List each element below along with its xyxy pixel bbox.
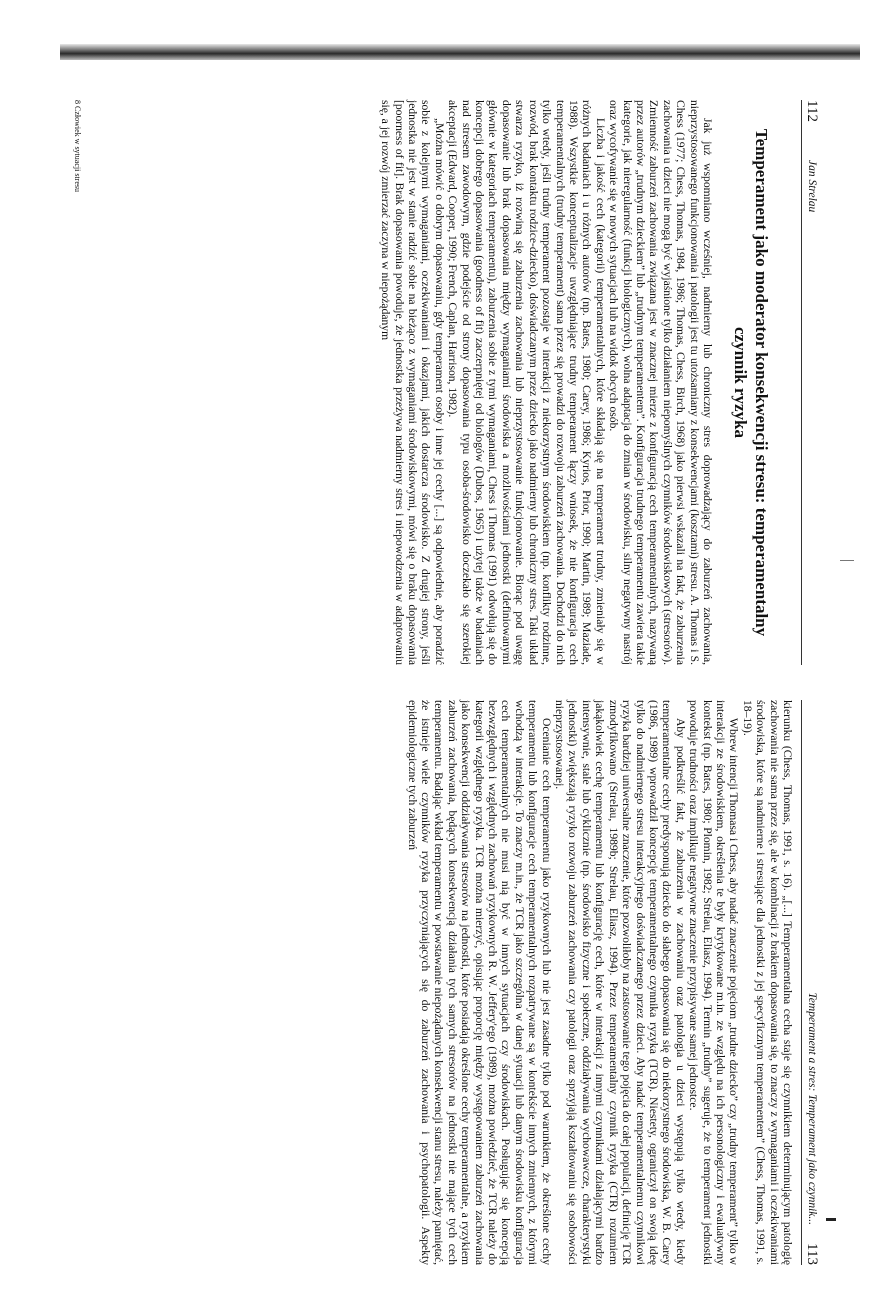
left-page — [60, 100, 840, 665]
page-footnote: 8 Człowiek w sytuacji stresu — [73, 100, 82, 192]
scan-edge-bar — [60, 44, 860, 60]
running-head — [801, 100, 820, 665]
page-number: 113 — [804, 1243, 820, 1265]
paragraph: Wbrew intencji Thomasa i Chess, aby nadać znaczenie pojęciom „trudne dziecko” czy „trudny temperament” tylko w interakcji ze środowiskiem, określenia te były krytykowane m.in. ze względu na ich personologiczny i ewaluatywny kontekst (np. Bates, 1980; Plomin, 1982; Strelau, Eliasz, 1994). Termin „trudny” sugeruje, że to temperament jednostki powoduje trudności oraz implikuje negatywne znaczenie przypisywane samej jednostce. — [687, 700, 741, 1265]
paragraph: Jak już wspomniano wcześniej, nadmierny lub chroniczny stres doprowadzający do zaburzeń zachowania, nieprzystosowanego funkcjonowania i patologii jest tu utożsamiany z konsekwencjami (kosztami) stresu. A. Thomas i S. Chess (1977; Chess, Thomas, 1984, 1986; Thomas, Chess, Birch, 1968) jako pierwsi wskazali na fakt, że zaburzenia zachowania u dzieci nie mogą być wyjaśnione tylko działaniem niepomyślnych czynników środowiskowych (stresorów). Zmienność zaburzeń zachowania związana jest w znacznej mierze z konfiguracją cech temperamentalnych, nazywaną przez autorów „trudnym dzieckiem” lub „trudnym temperamentem”. Konfiguracja trudnego temperamentu zawiera takie kategorie, jak nieregularność (funkcji biologicznych), wolna adaptacja do zmian w środowisku, silny negatywny nastrój oraz wycofywanie się w nowych sytuacjach lub na widok obcych osób. — [607, 100, 714, 665]
paragraph: kierunku (Chess, Thomas, 1991, s. 16). „[...] Temperamentalna cecha staje się czynnikiem determinującym patologię zachowania nie sama przez się, ale w kombinacji z brakiem dopasowania się, to znaczy z wymaganiami i oczekiwaniami środowiska, które są nadmierne i stresujące dla jednostki z jej specyficznym temperamentem” (Chess, Thomas, 1991, s. 18–19). — [740, 700, 794, 1265]
section-title: Temperament jako moderator konsekwencji stresu: temperamentalny czynnik ryzyka — [731, 128, 771, 637]
paragraph: Ocenianie cech temperamentu jako ryzykownych lub nie jest zasadne tylko pod warunkiem, że określone cechy temperamentu lub konfiguracje cech temperamentalnych rozpatrywane są w kontekście innych zmiennych, z którymi wchodzą w interakcje. To znaczy m.in., że TCR jako szczególna w danej sytuacji lub danym środowisku konfiguracja cech temperamentalnych nie musi nią być w innych sytuacjach czy środowiskach. Posługując się koncepcją bezwzględnych i względnych zachowań ryzykownych R. W. Jeffery'ego (1989), można powiedzieć, że TCR należy do kategorii względnego ryzyka. TCR można mierzyć, opisując proporcję między występowaniem zaburzeń zachowania jako konsekwencji oddziaływania stresorów na jednostki, które posiadają określone cechy temperamentalne, a ryzykiem zaburzeń zachowania, będących konsekwencją działania tych samych stresorów na jednostki nie mające tych cech temperamentu. Badając wkład temperamentu w powstawanie niepożądanych konsekwencji stanu stresu, należy pamiętać, że istnieje wiele czynników ryzyka przyczyniających się do zaburzeń zachowania i psychopatologii. Aspekty epidemiologiczne tych zaburzeń — [405, 700, 553, 1265]
running-head-chapter: Temperament a stres: Temperament jako czynnik... — [806, 992, 818, 1225]
paragraph: „Można mówić o dobrym dopasowaniu, gdy temperament osoby i inne jej cechy [...] są odpowiednie, aby poradzić sobie z kolejnymi wymaganiami, oczekiwaniami i okazjami, jakich dostarcza środowisko. Z drugiej strony, jeśli jednostka nie jest w stanie radzić sobie na bieżąco z wymaganiami środowiskowymi, mówi się o braku dopasowania [poorness of fit]. Brak dopasowania powoduje, że jednostka przeżywa nadmierny stres i niepowodzenia w adaptowaniu się, a jej rozwój zmierzać zaczyna w niepożądanym — [379, 100, 446, 665]
right-page — [60, 700, 840, 1265]
paragraph: Liczba i jakość cech (kategorii) temperamentalnych, które składają się na temperament trudny, zmieniały się w różnych badaniach i u różnych autorów (np. Bates, 1980; Carey, 1986; Kyrios, Prior, 1990; Martin, 1989; Maziade, 1988). Wszystkie konceptualizacje uwzględniające trudny temperament łączy wniosek, że nie konfiguracja cech temperamentalnych (trudny temperament) sama przez się prowadzi do rozwoju zaburzeń zachowania. Dochodzi do nich tylko wtedy, jeśli trudny temperament pozostaje w interakcji z niekorzystnym środowiskiem (np. konflikty rodzinne, rozwód, brak kontaktu rodzice-dziecko), doświadczanym przez dziecko jako nadmierny lub chroniczny stres. Taki układ stwarza ryzyko, iż rozwiną się zaburzenia zachowania lub nieprzystosowanie funkcjonowanie. Biorąc pod uwagę dopasowanie lub brak dopasowania między wymaganiami środowiska a możliwościami jednostki (definiowanymi głównie w kategoriach temperamentu), zaburzenia sobie z tymi wymaganiami, Chess i Thomas (1991) odwołują się do koncepcji dobrego dopasowania (goodness of fit) zaczerpniętej od biologów (Dubos, 1965) i użytej także w badaniach nad stresem zawodowym, gdzie podejście od strony dopasowania typu osoba-środowisko doczekało się szerokiej akceptacji (Edward, Cooper, 1990; French, Caplan, Harrison, 1982). — [446, 100, 607, 665]
running-head — [801, 700, 820, 1265]
running-head-author: Jan Strelau — [806, 160, 818, 213]
book-spread — [60, 60, 840, 1300]
body-text — [379, 100, 714, 665]
paragraph: Aby podkreślić fakt, że zaburzenia w zachowaniu oraz patologia u dzieci występują tylko wtedy, kiedy temperamentalne cechy predysponują dziecko do słabego dopasowania się do niekorzystnego środowiska, W. B. Carey (1986, 1989) wprowadził koncepcję temperamentalnego czynnika ryzyka (TCR). Niestety, ograniczył on swoją ideę tylko do nadmiernego stresu interakcyjnego doświadczanego przez dzieci. Aby nadać temperamentalnemu czynnikowi ryzyka bardziej uniwersalne znaczenie, które pozwoliłoby na zastosowanie tego pojęcia do całej populacji, definicję TCR zmodyfikowano (Strelau, 1989b; Strelau, Eliasz, 1994). Przez temperamentalny czynnik ryzyka (CTR) rozumiem jakąkolwiek cechę temperamentu lub konfigurację cech, które w interakcji z innymi czynnikami działającymi bardzo intensywnie, stale lub cyklicznie (np. środowisko fizyczne i społeczne, oddziaływania wychowawcze, charakterystyki jednostki) zwiększają ryzyko rozwoju zaburzeń zachowania czy patologii oraz sprzyjają kształtowaniu się osobowości nieprzystosowanej. — [553, 700, 687, 1265]
body-text — [405, 700, 794, 1265]
scan-speck — [840, 560, 854, 561]
page-number: 112 — [804, 100, 820, 122]
